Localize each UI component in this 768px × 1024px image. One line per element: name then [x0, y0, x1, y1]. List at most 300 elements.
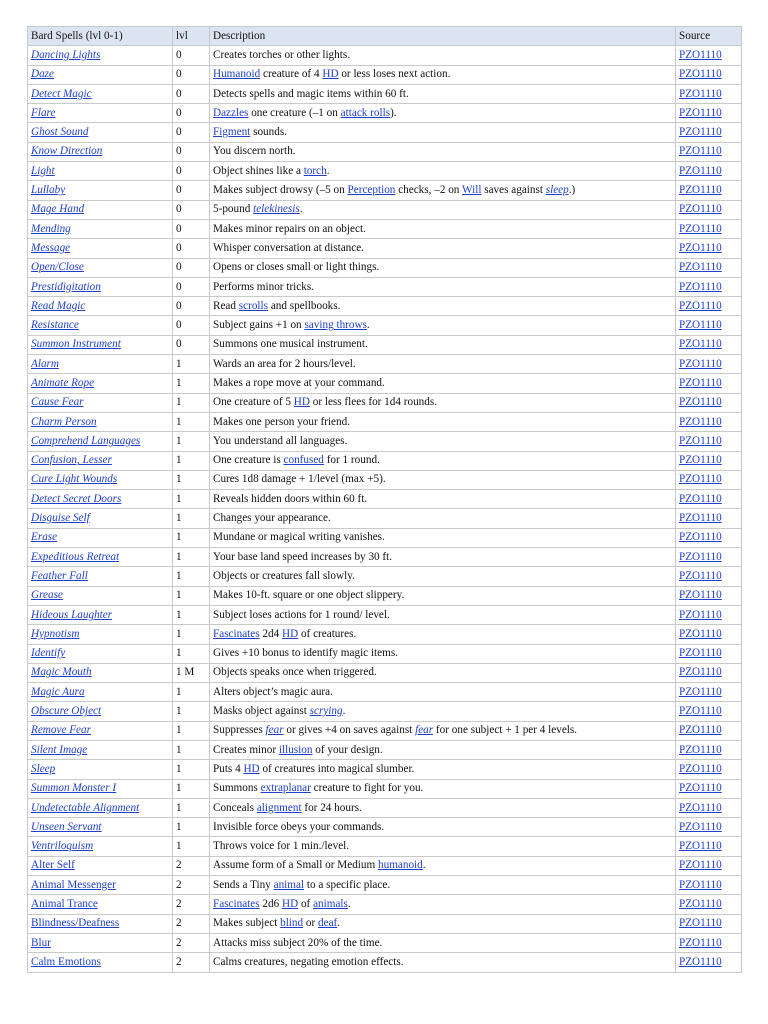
- spell-level: 0: [173, 123, 210, 142]
- spell-level: 1 M: [173, 663, 210, 682]
- spell-name-link[interactable]: Animate Rope: [31, 376, 95, 389]
- source-link[interactable]: PZO1110: [679, 280, 722, 293]
- spell-name-link[interactable]: Ghost Sound: [31, 126, 89, 139]
- source-link[interactable]: PZO1110: [679, 762, 722, 775]
- table-row: [28, 412, 742, 431]
- spell-name-link[interactable]: Cause Fear: [31, 396, 84, 409]
- spell-name-link[interactable]: Mage Hand: [31, 203, 85, 216]
- description-link[interactable]: torch: [303, 164, 327, 177]
- description-link[interactable]: Fascinates: [213, 627, 260, 640]
- spell-name-link[interactable]: Blindness/Deafness: [31, 917, 120, 930]
- spell-name-cell: [28, 605, 173, 624]
- description-link[interactable]: scrolls: [238, 299, 269, 312]
- description-text: .: [299, 203, 303, 216]
- spell-name-link[interactable]: Open/Close: [31, 261, 84, 274]
- description-link[interactable]: deaf: [318, 917, 338, 930]
- spell-name-link[interactable]: Identify: [31, 647, 66, 660]
- description-text: .: [326, 164, 330, 177]
- spell-level: 1: [173, 374, 210, 393]
- spell-name-cell: [28, 258, 173, 277]
- spell-description: [210, 625, 676, 644]
- source-link[interactable]: PZO1110: [679, 898, 722, 910]
- spell-description: [210, 779, 676, 798]
- source-cell: [676, 200, 742, 219]
- description-text: of creatures.: [298, 627, 357, 640]
- source-link[interactable]: PZO1110: [679, 859, 722, 872]
- description-text: Assume form of a Small or Medium: [213, 859, 378, 872]
- description-link[interactable]: Fascinates: [213, 898, 260, 910]
- source-link[interactable]: PZO1110: [679, 68, 722, 81]
- source-link[interactable]: PZO1110: [679, 261, 722, 274]
- source-link[interactable]: PZO1110: [679, 87, 722, 100]
- description-text: of: [298, 898, 314, 910]
- table-row: [28, 65, 742, 84]
- source-link[interactable]: PZO1110: [679, 222, 722, 235]
- spell-name-cell: [28, 219, 173, 238]
- source-link[interactable]: PZO1110: [679, 666, 722, 679]
- source-link[interactable]: PZO1110: [679, 319, 722, 332]
- spell-name-cell: [28, 470, 173, 489]
- source-link[interactable]: PZO1110: [679, 589, 722, 602]
- source-cell: [676, 297, 742, 316]
- spell-name-cell: [28, 374, 173, 393]
- description-link[interactable]: confused: [283, 454, 324, 467]
- spell-name-link[interactable]: Alter Self: [31, 859, 75, 872]
- description-link[interactable]: scrying: [309, 705, 343, 718]
- description-text: .: [342, 705, 346, 718]
- spell-name-link[interactable]: Hypnotism: [31, 627, 80, 640]
- spell-name-link[interactable]: Disguise Self: [31, 512, 90, 525]
- spell-level: 1: [173, 779, 210, 798]
- description-link[interactable]: extraplanar: [260, 782, 311, 795]
- table-row: [28, 683, 742, 702]
- source-link[interactable]: PZO1110: [679, 338, 722, 351]
- table-row: [28, 277, 742, 296]
- source-link[interactable]: PZO1110: [679, 531, 722, 544]
- description-text: for 1 round.: [323, 454, 380, 467]
- source-cell: [676, 644, 742, 663]
- table-row: [28, 335, 742, 354]
- table-row: [28, 528, 742, 547]
- table-row: [28, 625, 742, 644]
- spell-name-cell: [28, 181, 173, 200]
- spell-description: [210, 316, 676, 335]
- spell-level: 1: [173, 451, 210, 470]
- spell-name-link[interactable]: Expeditious Retreat: [31, 550, 120, 563]
- description-text: one creature (–1 on: [248, 106, 341, 119]
- spell-name-link[interactable]: Feather Fall: [31, 569, 88, 582]
- header-lvl: lvl: [173, 27, 210, 46]
- spell-name-cell: [28, 779, 173, 798]
- spell-name-link[interactable]: Flare: [31, 106, 56, 119]
- spell-name-link[interactable]: Hideous Laughter: [31, 608, 113, 621]
- source-link[interactable]: PZO1110: [679, 415, 722, 428]
- source-link[interactable]: PZO1110: [679, 454, 722, 467]
- source-cell: [676, 605, 742, 624]
- spell-name-cell: [28, 895, 173, 914]
- spell-level: 1: [173, 683, 210, 702]
- spell-level: 1: [173, 528, 210, 547]
- spell-name-cell: [28, 933, 173, 952]
- spell-description: [210, 663, 676, 682]
- source-cell: [676, 856, 742, 875]
- spell-name-link[interactable]: Prestidigitation: [31, 280, 101, 293]
- spell-level: 1: [173, 509, 210, 528]
- spell-description: [210, 702, 676, 721]
- source-cell: [676, 490, 742, 509]
- source-link[interactable]: PZO1110: [679, 705, 722, 718]
- description-text: or less loses next action.: [338, 68, 451, 81]
- description-text: or gives +4 on saves against: [283, 724, 416, 737]
- description-link[interactable]: HD: [281, 627, 299, 640]
- source-link[interactable]: PZO1110: [679, 724, 722, 737]
- spell-description: [210, 181, 676, 200]
- description-text: sounds.: [250, 126, 287, 139]
- spell-level: 0: [173, 258, 210, 277]
- spell-level: 2: [173, 914, 210, 933]
- spell-description: [210, 760, 676, 779]
- source-cell: [676, 953, 742, 972]
- spell-level: 1: [173, 586, 210, 605]
- description-link[interactable]: illusion: [278, 743, 313, 756]
- source-link[interactable]: PZO1110: [679, 396, 722, 409]
- source-link[interactable]: PZO1110: [679, 627, 722, 640]
- source-cell: [676, 548, 742, 567]
- spell-name-link[interactable]: Lullaby: [31, 184, 66, 197]
- spell-name-link[interactable]: Message: [31, 241, 71, 254]
- description-link[interactable]: Dazzles: [213, 106, 249, 119]
- table-row: [28, 548, 742, 567]
- spell-name-link[interactable]: Dancing Lights: [31, 48, 101, 61]
- spell-name-link[interactable]: Cure Light Wounds: [31, 473, 118, 486]
- spell-name-link[interactable]: Charm Person: [31, 415, 97, 428]
- table-row: [28, 123, 742, 142]
- spell-level: 1: [173, 490, 210, 509]
- source-link[interactable]: PZO1110: [679, 106, 722, 119]
- source-link[interactable]: PZO1110: [679, 357, 722, 370]
- source-link[interactable]: PZO1110: [679, 164, 722, 177]
- spell-description: [210, 219, 676, 238]
- description-link[interactable]: saving throws: [304, 319, 367, 332]
- description-link[interactable]: HD: [243, 762, 260, 775]
- spell-name-link[interactable]: Ventriloquism: [31, 840, 94, 853]
- source-cell: [676, 335, 742, 354]
- description-link[interactable]: attack rolls: [340, 106, 391, 119]
- description-text: Suppresses: [213, 724, 266, 737]
- description-text: Opens or closes small or light things.: [213, 261, 380, 274]
- spell-name-link[interactable]: Summon Instrument: [31, 338, 121, 351]
- description-link[interactable]: sleep: [545, 184, 569, 197]
- description-text: of your design.: [312, 743, 383, 756]
- description-text: Invisible force obeys your commands.: [213, 820, 385, 833]
- source-cell: [676, 65, 742, 84]
- table-body: [28, 46, 742, 972]
- table-row: [28, 953, 742, 972]
- description-link[interactable]: Humanoid: [213, 68, 261, 81]
- spell-level: 0: [173, 162, 210, 181]
- source-cell: [676, 84, 742, 103]
- source-link[interactable]: PZO1110: [679, 492, 722, 505]
- description-link[interactable]: fear: [265, 724, 284, 737]
- header-name: Bard Spells (lvl 0-1): [28, 27, 173, 46]
- source-link[interactable]: PZO1110: [679, 512, 722, 525]
- description-text: for 24 hours.: [301, 801, 362, 814]
- source-link[interactable]: PZO1110: [679, 936, 722, 949]
- source-cell: [676, 876, 742, 895]
- spell-name-link[interactable]: Animal Trance: [31, 898, 98, 910]
- description-text: Makes one person your friend.: [213, 415, 351, 428]
- table-row: [28, 721, 742, 740]
- spell-name-cell: [28, 393, 173, 412]
- spell-name-link[interactable]: Calm Emotions: [31, 955, 101, 968]
- spell-level: 1: [173, 548, 210, 567]
- spell-level: 2: [173, 876, 210, 895]
- spell-name-link[interactable]: Remove Fear: [31, 724, 91, 737]
- spell-description: [210, 876, 676, 895]
- description-text: Summons one musical instrument.: [213, 338, 368, 351]
- description-link[interactable]: Figment: [213, 126, 251, 139]
- description-text: Gives +10 bonus to identify magic items.: [213, 647, 398, 660]
- spell-description: [210, 509, 676, 528]
- description-link[interactable]: HD: [293, 396, 310, 409]
- source-link[interactable]: PZO1110: [679, 878, 722, 891]
- spell-level: 0: [173, 277, 210, 296]
- table-row: [28, 876, 742, 895]
- spell-name-cell: [28, 683, 173, 702]
- table-row: [28, 760, 742, 779]
- spell-level: 0: [173, 142, 210, 161]
- table-row: [28, 181, 742, 200]
- description-link[interactable]: alignment: [256, 801, 302, 814]
- source-cell: [676, 895, 742, 914]
- spell-name-cell: [28, 200, 173, 219]
- description-link[interactable]: animals: [313, 898, 348, 910]
- source-cell: [676, 412, 742, 431]
- table-row: [28, 933, 742, 952]
- spell-name-link[interactable]: Erase: [31, 531, 58, 544]
- source-link[interactable]: PZO1110: [679, 241, 722, 254]
- spell-name-cell: [28, 528, 173, 547]
- source-link[interactable]: PZO1110: [679, 801, 722, 814]
- description-link[interactable]: animal: [273, 878, 305, 891]
- spell-name-link[interactable]: Daze: [31, 68, 54, 81]
- spell-name-cell: [28, 432, 173, 451]
- spell-level: 1: [173, 721, 210, 740]
- spell-name-cell: [28, 856, 173, 875]
- spell-description: [210, 933, 676, 952]
- source-link[interactable]: PZO1110: [679, 299, 722, 312]
- spell-name-link[interactable]: Light: [31, 164, 55, 177]
- spell-description: [210, 953, 676, 972]
- description-link[interactable]: fear: [415, 724, 434, 737]
- description-link[interactable]: HD: [322, 68, 339, 81]
- spell-name-link[interactable]: Unseen Servant: [31, 820, 102, 833]
- spell-level: 0: [173, 46, 210, 65]
- table-row: [28, 355, 742, 374]
- spell-name-link[interactable]: Obscure Object: [31, 705, 102, 718]
- spell-name-link[interactable]: Alarm: [31, 357, 59, 370]
- spell-name-cell: [28, 548, 173, 567]
- spell-description: [210, 721, 676, 740]
- spell-name-link[interactable]: Summon Monster I: [31, 782, 117, 795]
- spell-description: [210, 46, 676, 65]
- description-link[interactable]: Perception: [347, 184, 396, 197]
- spell-name-cell: [28, 239, 173, 258]
- source-cell: [676, 432, 742, 451]
- spell-name-link[interactable]: Grease: [31, 589, 63, 602]
- source-cell: [676, 683, 742, 702]
- source-link[interactable]: PZO1110: [679, 376, 722, 389]
- description-text: .): [568, 184, 576, 197]
- description-text: Conceals: [213, 801, 257, 814]
- spell-name-cell: [28, 702, 173, 721]
- table-row: [28, 895, 742, 914]
- spell-name-link[interactable]: Detect Secret Doors: [31, 492, 122, 505]
- source-link[interactable]: PZO1110: [679, 184, 722, 197]
- source-cell: [676, 798, 742, 817]
- spell-name-cell: [28, 297, 173, 316]
- spell-name-link[interactable]: Confusion, Lesser: [31, 454, 112, 467]
- header-row: [28, 27, 742, 46]
- source-cell: [676, 586, 742, 605]
- source-link[interactable]: PZO1110: [679, 955, 722, 968]
- spell-name-link[interactable]: Silent Image: [31, 743, 88, 756]
- source-cell: [676, 740, 742, 759]
- spell-name-link[interactable]: Detect Magic: [31, 87, 92, 100]
- spell-description: [210, 297, 676, 316]
- spell-level: 1: [173, 760, 210, 779]
- source-cell: [676, 470, 742, 489]
- source-cell: [676, 760, 742, 779]
- spell-description: [210, 258, 676, 277]
- description-text: or less flees for 1d4 rounds.: [309, 396, 438, 409]
- description-text: 2d4: [259, 627, 282, 640]
- spell-name-link[interactable]: Sleep: [31, 762, 56, 775]
- table-row: [28, 451, 742, 470]
- spell-description: [210, 567, 676, 586]
- description-text: or: [303, 917, 319, 930]
- table-row: [28, 104, 742, 123]
- spell-name-link[interactable]: Read Magic: [31, 299, 86, 312]
- source-link[interactable]: PZO1110: [679, 647, 722, 660]
- spell-description: [210, 914, 676, 933]
- spell-description: [210, 104, 676, 123]
- spell-name-link[interactable]: Undetectable Alignment: [31, 801, 140, 814]
- source-link[interactable]: PZO1110: [679, 145, 722, 158]
- spell-name-link[interactable]: Comprehend Languages: [31, 434, 141, 447]
- spell-level: 1: [173, 818, 210, 837]
- spell-description: [210, 335, 676, 354]
- description-text: Masks object against: [213, 705, 310, 718]
- description-text: saves against: [481, 184, 546, 197]
- source-cell: [676, 914, 742, 933]
- description-text: One creature of 5: [213, 396, 294, 409]
- description-link[interactable]: blind: [280, 917, 304, 930]
- source-link[interactable]: PZO1110: [679, 840, 722, 853]
- spell-name-link[interactable]: Resistance: [31, 319, 79, 332]
- description-text: Alters object’s magic aura.: [213, 685, 333, 698]
- description-link[interactable]: humanoid: [378, 859, 423, 872]
- source-link[interactable]: PZO1110: [679, 820, 722, 833]
- table-row: [28, 509, 742, 528]
- spell-description: [210, 818, 676, 837]
- description-text: Your base land speed increases by 30 ft.: [213, 550, 393, 563]
- spell-level: 2: [173, 953, 210, 972]
- source-link[interactable]: PZO1110: [679, 550, 722, 563]
- description-text: Makes subject: [213, 917, 281, 930]
- spell-level: 0: [173, 200, 210, 219]
- spell-description: [210, 200, 676, 219]
- description-text: Summons: [213, 782, 261, 795]
- spell-description: [210, 374, 676, 393]
- spell-name-link[interactable]: Animal Messenger: [31, 878, 116, 891]
- spell-description: [210, 856, 676, 875]
- source-link[interactable]: PZO1110: [679, 203, 722, 216]
- spell-name-link[interactable]: Magic Aura: [31, 685, 85, 698]
- spell-description: [210, 432, 676, 451]
- table-row: [28, 567, 742, 586]
- description-text: Puts 4: [213, 762, 244, 775]
- source-link[interactable]: PZO1110: [679, 685, 722, 698]
- description-link[interactable]: HD: [281, 898, 299, 910]
- source-link[interactable]: PZO1110: [679, 473, 722, 486]
- description-text: Cures 1d8 damage + 1/level (max +5).: [213, 473, 386, 486]
- table-row: [28, 46, 742, 65]
- description-text: to a specific place.: [304, 878, 391, 891]
- description-text: Subject loses actions for 1 round/ level.: [213, 608, 390, 621]
- description-text: Object shines like a: [213, 164, 304, 177]
- source-link[interactable]: PZO1110: [679, 782, 722, 795]
- source-link[interactable]: PZO1110: [679, 569, 722, 582]
- description-link[interactable]: telekinesis: [253, 203, 300, 216]
- spell-name-cell: [28, 876, 173, 895]
- table-row: [28, 586, 742, 605]
- spell-level: 1: [173, 740, 210, 759]
- source-cell: [676, 509, 742, 528]
- spell-name-link[interactable]: Know Direction: [31, 145, 103, 158]
- source-link[interactable]: PZO1110: [679, 917, 722, 930]
- spell-name-cell: [28, 412, 173, 431]
- description-text: Makes subject drowsy (–5 on: [213, 184, 348, 197]
- spell-name-cell: [28, 123, 173, 142]
- spell-name-cell: [28, 335, 173, 354]
- description-text: 5-pound: [213, 203, 254, 216]
- spell-name-cell: [28, 953, 173, 972]
- source-cell: [676, 779, 742, 798]
- table-row: [28, 297, 742, 316]
- spell-name-cell: [28, 567, 173, 586]
- spell-name-cell: [28, 760, 173, 779]
- spell-description: [210, 895, 676, 914]
- spell-level: 0: [173, 297, 210, 316]
- spell-name-link[interactable]: Blur: [31, 936, 51, 949]
- source-link[interactable]: PZO1110: [679, 743, 722, 756]
- spell-name-link[interactable]: Mending: [31, 222, 71, 235]
- source-link[interactable]: PZO1110: [679, 126, 722, 139]
- table-row: [28, 663, 742, 682]
- spell-name-link[interactable]: Magic Mouth: [31, 666, 92, 679]
- description-link[interactable]: Will: [462, 184, 482, 197]
- source-cell: [676, 374, 742, 393]
- source-cell: [676, 316, 742, 335]
- source-link[interactable]: PZO1110: [679, 48, 722, 61]
- source-cell: [676, 451, 742, 470]
- description-text: You discern north.: [213, 145, 296, 158]
- spell-description: [210, 798, 676, 817]
- source-link[interactable]: PZO1110: [679, 434, 722, 447]
- spell-description: [210, 837, 676, 856]
- source-link[interactable]: PZO1110: [679, 608, 722, 621]
